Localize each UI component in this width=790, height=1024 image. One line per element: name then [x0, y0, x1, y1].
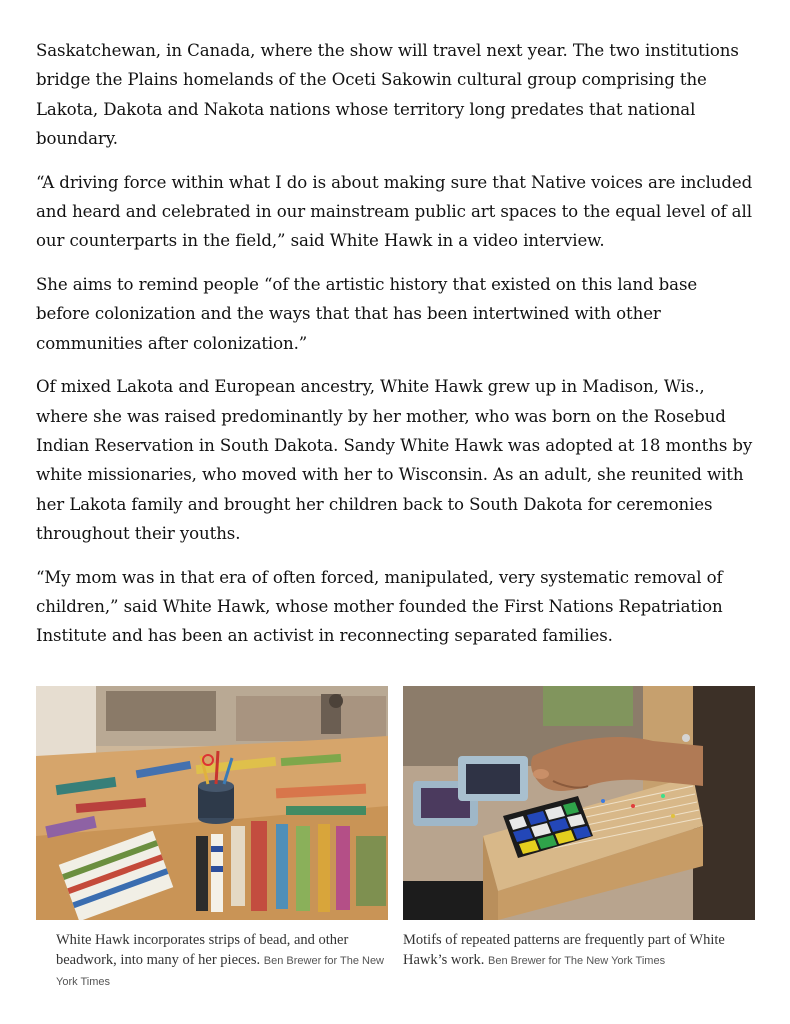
photo-caption — [36, 930, 388, 992]
bead-loom-photo[interactable] — [403, 686, 755, 920]
paragraph: Saskatchewan, in Canada, where the show will travel next year. The two institutions bridge the Plains homelands of the Oceti Sakowin cultural group comprising the Lakota, Dakota and Nakota nations whose territory long predates that national boundary. — [36, 41, 739, 148]
photo-credit: Ben Brewer for The New York Times — [487, 955, 666, 967]
paragraph: She aims to remind people “of the artistic history that existed on this land base before colonization and the ways that that has been intertwined with other communities after colonization.” — [36, 275, 698, 353]
photo-figure-bead-loom — [403, 686, 755, 971]
studio-table-photo[interactable] — [36, 686, 388, 920]
paragraph: Of mixed Lakota and European ancestry, White Hawk grew up in Madison, Wis., where she was raised predominantly by her mother, who was born on the Rosebud Indian Reservation in South Dakota. Sandy White Hawk was adopted at 18 months by white missionaries, who moved with her to Wisconsin. As an adult, she reunited with her Lakota family and brought her children back to South Dakota for ceremonies throughout their youths. — [36, 377, 753, 543]
caption-text: Motifs of repeated patterns are frequently part of White Hawk’s work. — [403, 932, 725, 968]
photo-gallery — [36, 686, 754, 986]
photo-figure-studio-table — [36, 686, 388, 992]
photo-credit: Ben Brewer for The New York Times — [56, 955, 385, 988]
paragraph: “A driving force within what I do is about making sure that Native voices are included and heard and celebrated in our mainstream public art spaces to the equal level of all our counterparts in the field,” said White Hawk in a video interview. — [36, 172, 753, 251]
photo-caption — [403, 930, 755, 971]
caption-text: White Hawk incorporates strips of bead, and other beadwork, into many of her pieces. — [56, 932, 349, 968]
paragraph: “My mom was in that era of often forced, manipulated, very systematic removal of children,” said White Hawk, whose mother founded the First Nations Repatriation Institute and has been an activist in reconnecting separated families. — [36, 567, 723, 646]
